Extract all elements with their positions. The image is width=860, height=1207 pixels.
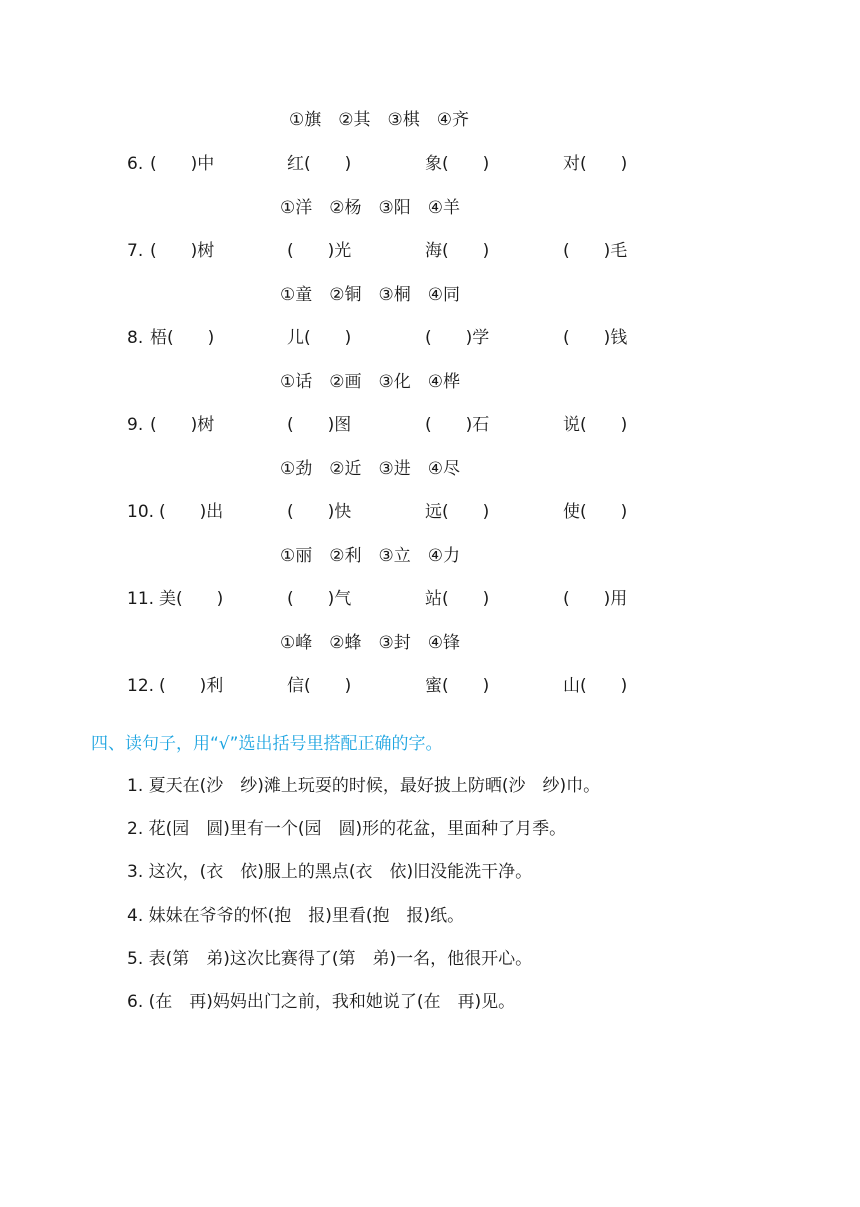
blank-cell: ( )树 [150,415,215,435]
blank-cell: 站( ) [425,589,490,609]
question-number: 9. [127,415,144,435]
blank-cell: 山( ) [563,676,628,696]
sentence-item: 1. 夏天在(沙 纱)滩上玩耍的时候，最好披上防晒(沙 纱)巾。 [127,776,601,796]
blank-cell: 象( ) [425,154,490,174]
blank-cell: 梧( ) [150,328,215,348]
blank-cell: ( )用 [563,589,628,609]
blank-cell: ( )利 [159,676,224,696]
choices-text: ①洋 ②杨 ③阳 ④羊 [280,198,460,218]
choices-text: ①丽 ②利 ③立 ④力 [280,546,460,566]
blank-cell: 美( ) [159,589,224,609]
choices-text: ①话 ②画 ③化 ④桦 [280,372,460,392]
blank-cell: ( )出 [159,502,224,522]
question-number: 11. [127,589,155,609]
question-number: 12. [127,676,155,696]
choices-text: ①旗 ②其 ③棋 ④齐 [289,110,469,130]
blank-cell: ( )快 [287,502,352,522]
choices-text: ①峰 ②蜂 ③封 ④锋 [280,633,460,653]
blank-cell: ( )石 [425,415,490,435]
sentence-item: 5. 表(第 弟)这次比赛得了(第 弟)一名，他很开心。 [127,949,533,969]
sentence-item: 6. (在 再)妈妈出门之前，我和她说了(在 再)见。 [127,992,516,1012]
blank-cell: 对( ) [563,154,628,174]
choices-text: ①劲 ②近 ③进 ④尽 [280,459,460,479]
blank-cell: 儿( ) [287,328,352,348]
blank-cell: ( )钱 [563,328,628,348]
sentence-item: 3. 这次，(衣 依)服上的黑点(衣 依)旧没能洗干净。 [127,862,533,882]
blank-cell: 信( ) [287,676,352,696]
sentence-item: 2. 花(园 圆)里有一个(园 圆)形的花盆，里面种了月季。 [127,819,567,839]
blank-cell: 远( ) [425,502,490,522]
blank-cell: ( )图 [287,415,352,435]
blank-cell: 使( ) [563,502,628,522]
blank-cell: 蜜( ) [425,676,490,696]
blank-cell: ( )学 [425,328,490,348]
sentence-item: 4. 妹妹在爷爷的怀(抱 报)里看(抱 报)纸。 [127,906,465,926]
choices-text: ①童 ②铜 ③桐 ④同 [280,285,460,305]
question-number: 7. [127,241,144,261]
blank-cell: ( )树 [150,241,215,261]
blank-cell: 海( ) [425,241,490,261]
blank-cell: ( )光 [287,241,352,261]
blank-cell: ( )中 [150,154,215,174]
section-heading: 四、读句子，用“√”选出括号里搭配正确的字。 [91,734,443,754]
question-number: 6. [127,154,144,174]
question-number: 8. [127,328,144,348]
blank-cell: ( )毛 [563,241,628,261]
question-number: 10. [127,502,155,522]
blank-cell: ( )气 [287,589,352,609]
blank-cell: 红( ) [287,154,352,174]
blank-cell: 说( ) [563,415,628,435]
